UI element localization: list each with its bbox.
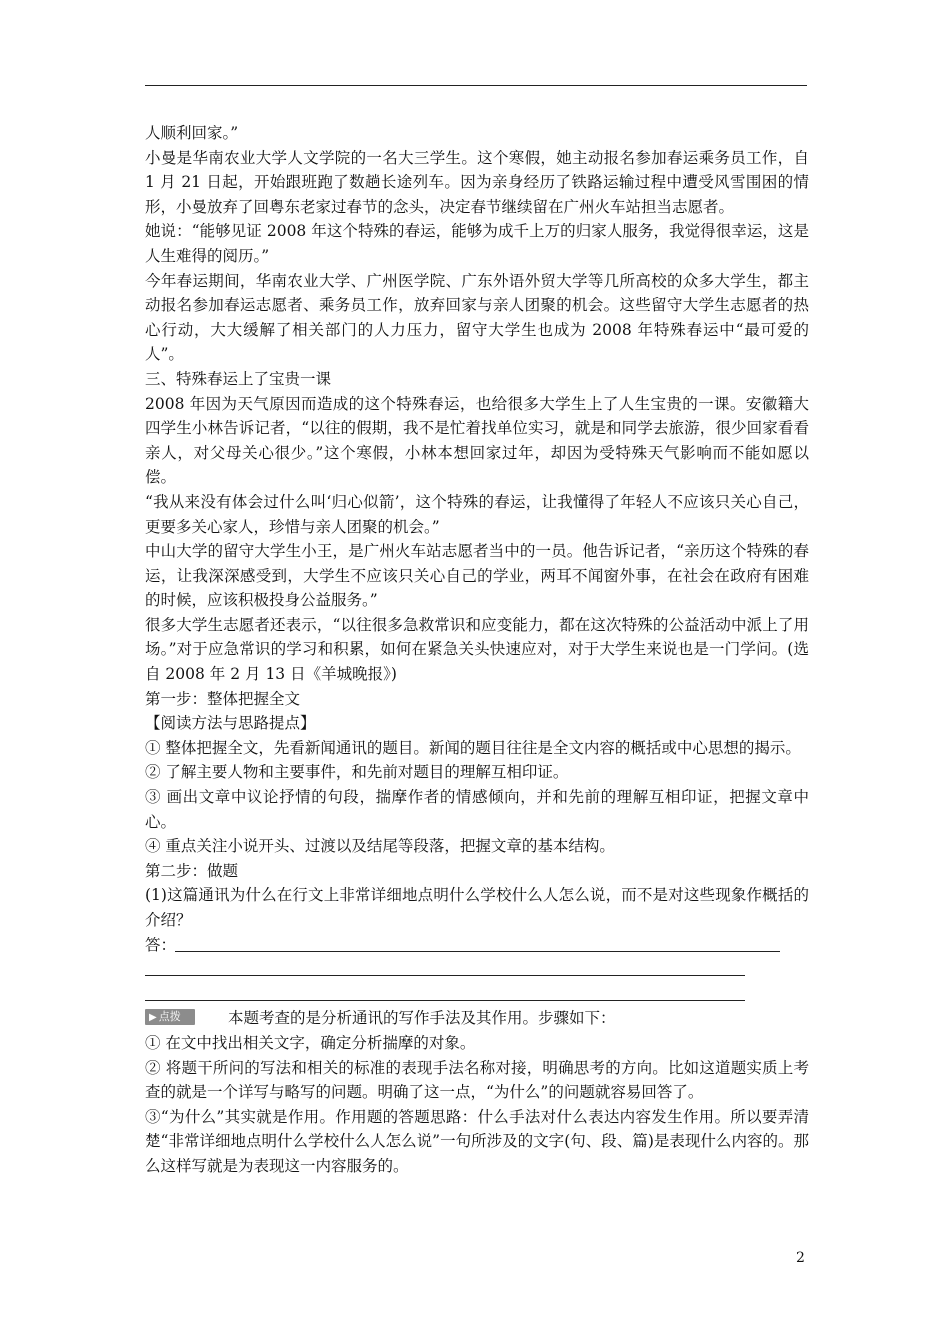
paragraph: 2008 年因为天气原因而造成的这个特殊春运，也给很多大学生上了人生宝贵的一课。安徽籍大四学生小林告诉记者，“以往的假期，我不是忙着找单位实习，就是和同学去旅游，很少回家看看亲人，对父母关心很少。”这个寒假，小林本想回家过年，却因为受特殊天气影响而不能如愿以偿。 [145,394,809,487]
method-heading: 【阅读方法与思路提点】 [145,714,316,733]
method-point: ④ 重点关注小说开头、过渡以及结尾等段落，把握文章的基本结构。 [145,837,615,856]
answer-line-1[interactable] [145,933,809,958]
tip-badge [145,1009,195,1025]
tip-point: ③“为什么”其实就是作用。作用题的答题思路：什么手法对什么表达内容发生作用。所以要弄清楚“非常详细地点明什么学校什么人怎么说”一句所涉及的文字(句、段、篇)是表现什么内容的。那么这样写就是为表现这一内容服务的。 [145,1107,809,1175]
paragraph: 人顺利回家。” [145,124,239,142]
answer-underline [145,1000,745,1001]
answer-underline [175,951,780,952]
method-point: ③ 画出文章中议论抒情的句段，揣摩作者的情感倾向，并和先前的理解互相印证，把握文章中心。 [145,788,809,831]
header-rule [145,85,807,86]
paragraph: 今年春运期间，华南农业大学、广州医学院、广东外语外贸大学等几所高校的众多大学生，都主动报名参加春运志愿者、乘务员工作，放弃回家与亲人团聚的机会。这些留守大学生志愿者的热心行动，大大缓解了相关部门的人力压力，留守大学生也成为 2008 年特殊春运中“最可爱的人”。 [145,271,809,364]
method-point: ② 了解主要人物和主要事件，和先前对题目的理解互相印证。 [145,763,569,782]
step-heading: 第一步：整体把握全文 [145,689,301,708]
paragraph: 她说：“能够见证 2008 年这个特殊的春运，能够为成千上万的归家人服务，我觉得很幸运，这是人生难得的阅历。” [145,222,809,265]
answer-label: 答： [145,935,177,954]
tip-badge-label: 点拨 [158,1010,181,1024]
page-number: 2 [796,1250,805,1266]
paragraph: 中山大学的留守大学生小王，是广州火车站志愿者当中的一员。他告诉记者，“亲历这个特殊的春运，让我深深感受到，大学生不应该只关心自己的学业，两耳不闻窗外事，在社会在政府有困难的时候，应该积极投身公益服务。” [145,542,809,610]
answer-underline [145,975,745,976]
paragraph: 小曼是华南农业大学人文学院的一名大三学生。这个寒假，她主动报名参加春运乘务员工作，自 1 月 21 日起，开始跟班跑了数趟长途列车。因为亲身经历了铁路运输过程中遭受风雪围困的情形，小曼放弃了回粤东老家过春节的念头，决定春节继续留在广州火车站担当志愿者。 [145,148,809,216]
question: (1)这篇通讯为什么在行文上非常详细地点明什么学校什么人怎么说，而不是对这些现象作概括的介绍？ [145,886,809,929]
section-heading: 三、特殊春运上了宝贵一课 [145,369,332,388]
step-heading: 第二步：做题 [145,861,239,880]
paragraph: 很多大学生志愿者还表示，“以往很多急救常识和应变能力，都在这次特殊的公益活动中派上了用场。”对于应急常识的学习和积累，如何在紧急关头快速应对，对于大学生来说也是一门学问。(选自 2008 年 2 月 13 日《羊城晚报》) [145,615,809,684]
answer-line-2[interactable] [145,957,809,982]
tip-intro-row [145,1006,809,1031]
method-point: ① 整体把握全文，先看新闻通讯的题目。新闻的题目往往是全文内容的概括或中心思想的揭示。 [145,738,801,757]
tip-point: ① 在文中找出相关文字，确定分析揣摩的对象。 [145,1033,476,1052]
tip-point: ② 将题干所问的写法和相关的标准的表现手法名称对接，明确思考的方向。比如这道题实质上考查的就是一个详写与略写的问题。明确了这一点，“为什么”的问题就容易回答了。 [145,1058,809,1102]
arrow-right-icon: ▶ [149,1012,157,1024]
answer-line-3[interactable] [145,982,809,1007]
document-body [145,121,809,1179]
tip-intro: 本题考查的是分析通讯的写作手法及其作用。步骤如下： [228,1009,616,1028]
paragraph: “我从来没有体会过什么叫‘归心似箭’，这个特殊的春运，让我懂得了年轻人不应该只关心自己，更要多关心家人，珍惜与亲人团聚的机会。” [145,492,809,536]
